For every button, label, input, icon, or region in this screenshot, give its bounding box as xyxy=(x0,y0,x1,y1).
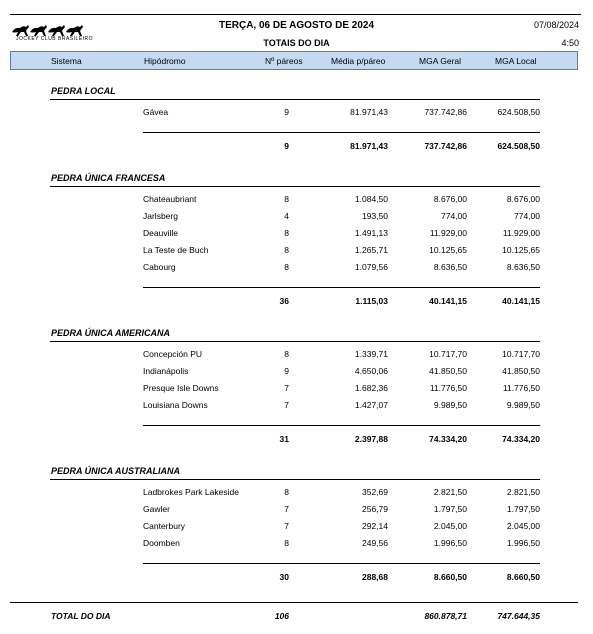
cell-mga-geral: 1.996,50 xyxy=(433,538,467,548)
grand-total-rule xyxy=(10,602,578,603)
cell-media: 1.339,71 xyxy=(354,349,388,359)
cell-hipodromo: Deauville xyxy=(143,228,178,238)
cell-pareos: 7 xyxy=(284,504,289,514)
subtotal-media: 2.397,88 xyxy=(354,434,388,444)
cell-mga-geral: 8.636,50 xyxy=(433,262,467,272)
table-row xyxy=(0,383,593,395)
cell-hipodromo: Presque Isle Downs xyxy=(143,383,219,393)
table-row xyxy=(0,487,593,499)
subtotal-rule xyxy=(143,425,540,426)
cell-mga-local: 774,00 xyxy=(514,211,540,221)
cell-mga-local: 11.776,50 xyxy=(502,383,540,393)
subtotal-media: 81.971,43 xyxy=(350,141,388,151)
cell-media: 1.682,36 xyxy=(354,383,388,393)
subtotal-pareos: 30 xyxy=(279,572,289,582)
cell-mga-local: 8.676,00 xyxy=(506,194,540,204)
col-sistema: Sistema xyxy=(51,56,82,66)
subtotal-mga-geral: 74.334,20 xyxy=(429,434,467,444)
cell-hipodromo: La Teste de Buch xyxy=(143,245,209,255)
subtotal-row xyxy=(0,572,593,584)
cell-hipodromo: Doomben xyxy=(143,538,180,548)
cell-media: 193,50 xyxy=(362,211,388,221)
cell-mga-geral: 41.850,50 xyxy=(429,366,467,376)
report-title: TERÇA, 06 DE AGOSTO DE 2024 xyxy=(218,20,375,31)
cell-media: 256,79 xyxy=(362,504,388,514)
subtotal-mga-local: 40.141,15 xyxy=(502,296,540,306)
cell-media: 1.427,07 xyxy=(354,400,388,410)
cell-mga-local: 2.045,00 xyxy=(506,521,540,531)
cell-pareos: 8 xyxy=(284,349,289,359)
subtotal-row xyxy=(0,296,593,308)
col-mga-geral: MGA Geral xyxy=(419,56,462,66)
subtotal-pareos: 9 xyxy=(284,141,289,151)
cell-media: 1.079,56 xyxy=(354,262,388,272)
table-row xyxy=(0,538,593,550)
grand-total-mga-local: 747.644,35 xyxy=(497,611,540,621)
cell-pareos: 7 xyxy=(284,521,289,531)
subtotal-media: 288,68 xyxy=(362,572,388,582)
cell-hipodromo: Gávea xyxy=(143,107,169,117)
section-title: PEDRA ÚNICA AMERICANA xyxy=(51,328,170,338)
report-subtitle: TOTAIS DO DIA xyxy=(263,38,330,48)
subtotal-row xyxy=(0,141,593,153)
cell-mga-geral: 9.989,50 xyxy=(433,400,467,410)
cell-hipodromo: Cabourg xyxy=(143,262,176,272)
cell-pareos: 8 xyxy=(284,538,289,548)
cell-pareos: 8 xyxy=(284,194,289,204)
col-media: Média p/páreo xyxy=(331,56,386,66)
cell-pareos: 7 xyxy=(284,400,289,410)
cell-media: 1.265,71 xyxy=(354,245,388,255)
subtotal-rule xyxy=(143,287,540,288)
cell-mga-geral: 2.045,00 xyxy=(433,521,467,531)
cell-pareos: 7 xyxy=(284,383,289,393)
cell-pareos: 8 xyxy=(284,245,289,255)
section-title: PEDRA LOCAL xyxy=(51,86,116,96)
cell-mga-local: 9.989,50 xyxy=(506,400,540,410)
table-row xyxy=(0,366,593,378)
subtotal-rule xyxy=(143,132,540,133)
table-row xyxy=(0,194,593,206)
cell-mga-geral: 10.125,65 xyxy=(429,245,467,255)
cell-hipodromo: Jarlsberg xyxy=(143,211,178,221)
table-row xyxy=(0,245,593,257)
cell-mga-geral: 11.929,00 xyxy=(429,228,467,238)
grand-total-mga-geral: 860.878,71 xyxy=(424,611,467,621)
cell-mga-local: 1.996,50 xyxy=(506,538,540,548)
column-header-bar xyxy=(10,51,578,70)
table-row xyxy=(0,400,593,412)
cell-hipodromo: Canterbury xyxy=(143,521,186,531)
cell-hipodromo: Chateaubriant xyxy=(143,194,197,204)
subtotal-mga-local: 8.660,50 xyxy=(506,572,540,582)
subtotal-mga-local: 74.334,20 xyxy=(502,434,540,444)
cell-media: 249,56 xyxy=(362,538,388,548)
subtotal-pareos: 31 xyxy=(279,434,289,444)
subtotal-mga-geral: 737.742,86 xyxy=(424,141,467,151)
subtotal-mga-geral: 8.660,50 xyxy=(433,572,467,582)
table-row xyxy=(0,228,593,240)
subtotal-row xyxy=(0,434,593,446)
cell-media: 352,69 xyxy=(362,487,388,497)
table-row xyxy=(0,211,593,223)
cell-hipodromo: Ladbrokes Park Lakeside xyxy=(143,487,239,497)
cell-pareos: 4 xyxy=(284,211,289,221)
cell-mga-geral: 774,00 xyxy=(441,211,467,221)
cell-mga-local: 10.717,70 xyxy=(502,349,540,359)
cell-hipodromo: Gawler xyxy=(143,504,170,514)
cell-media: 4.650,06 xyxy=(354,366,388,376)
cell-mga-local: 1.797,50 xyxy=(506,504,540,514)
cell-mga-geral: 10.717,70 xyxy=(429,349,467,359)
cell-mga-local: 41.850,50 xyxy=(502,366,540,376)
cell-media: 1.491,13 xyxy=(354,228,388,238)
cell-media: 1.084,50 xyxy=(354,194,388,204)
cell-hipodromo: Concepción PU xyxy=(143,349,203,359)
table-row xyxy=(0,504,593,516)
col-pareos: Nº páreos xyxy=(265,56,303,66)
table-row xyxy=(0,349,593,361)
subtotal-rule xyxy=(143,563,540,564)
cell-mga-geral: 11.776,50 xyxy=(429,383,467,393)
cell-hipodromo: Indianápolis xyxy=(143,366,189,376)
cell-mga-local: 10.125,65 xyxy=(502,245,540,255)
subtotal-pareos: 36 xyxy=(279,296,289,306)
col-mga-local: MGA Local xyxy=(495,56,537,66)
print-time: 4:50 xyxy=(561,38,579,48)
table-row xyxy=(0,521,593,533)
cell-mga-local: 624.508,50 xyxy=(497,107,540,117)
col-hipodromo: Hipódromo xyxy=(144,56,186,66)
section-rule xyxy=(50,479,540,480)
section-rule xyxy=(50,99,540,100)
cell-pareos: 8 xyxy=(284,487,289,497)
logo-text: JOCKEY CLUB BRASILEIRO xyxy=(16,36,94,42)
header-rule xyxy=(10,14,581,15)
cell-hipodromo: Louisiana Downs xyxy=(143,400,208,410)
section-title: PEDRA ÚNICA FRANCESA xyxy=(51,173,166,183)
cell-media: 292,14 xyxy=(362,521,388,531)
section-rule xyxy=(50,186,540,187)
print-date: 07/08/2024 xyxy=(533,20,579,30)
cell-pareos: 8 xyxy=(284,262,289,272)
cell-mga-geral: 8.676,00 xyxy=(433,194,467,204)
cell-mga-local: 11.929,00 xyxy=(502,228,540,238)
subtotal-media: 1.115,03 xyxy=(355,296,388,306)
cell-pareos: 8 xyxy=(284,228,289,238)
cell-media: 81.971,43 xyxy=(350,107,388,117)
cell-pareos: 9 xyxy=(284,366,289,376)
cell-mga-local: 8.636,50 xyxy=(506,262,540,272)
section-rule xyxy=(50,341,540,342)
subtotal-mga-local: 624.508,50 xyxy=(497,141,540,151)
grand-total-label: TOTAL DO DIA xyxy=(51,611,111,621)
cell-mga-local: 2.821,50 xyxy=(506,487,540,497)
grand-total-pareos: 106 xyxy=(274,611,289,621)
cell-mga-geral: 737.742,86 xyxy=(424,107,467,117)
cell-mga-geral: 1.797,50 xyxy=(433,504,467,514)
cell-mga-geral: 2.821,50 xyxy=(433,487,467,497)
table-row xyxy=(0,262,593,274)
section-title: PEDRA ÚNICA AUSTRALIANA xyxy=(51,466,180,476)
table-row xyxy=(0,107,593,119)
cell-pareos: 9 xyxy=(284,107,289,117)
subtotal-mga-geral: 40.141,15 xyxy=(429,296,467,306)
